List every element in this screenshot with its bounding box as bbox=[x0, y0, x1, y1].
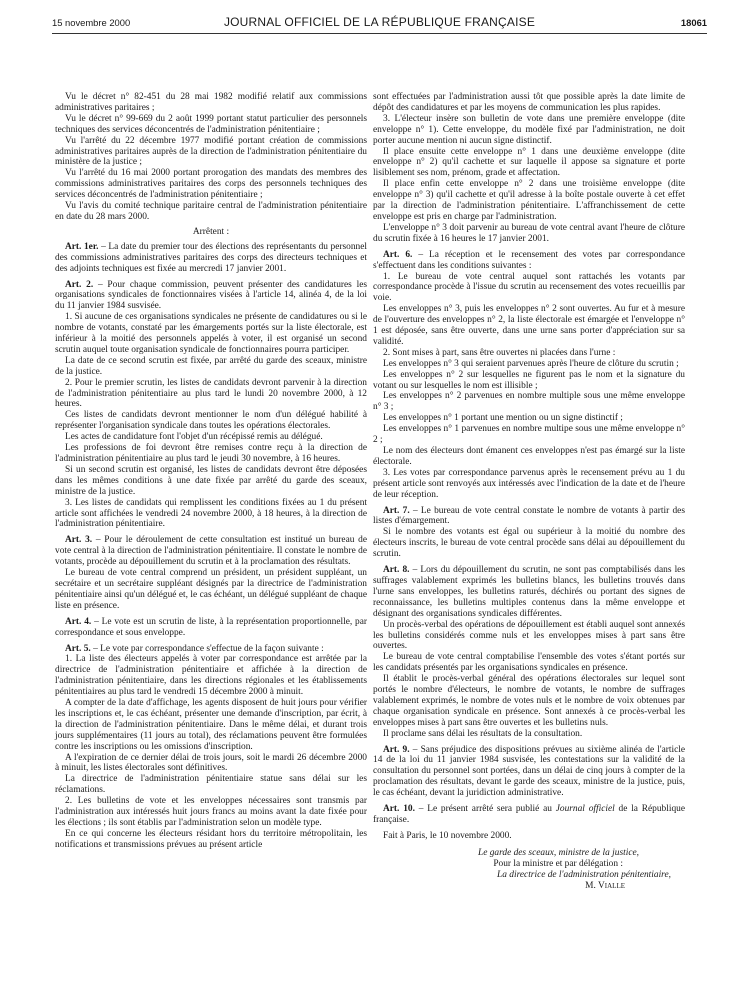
paragraph bbox=[55, 654, 367, 698]
paragraph-text: Le bureau de vote central comptabilise l'ensemble des votes s'étant portés sur les candidats présentés par les organisations syndicales en présence. bbox=[373, 652, 685, 674]
paragraph-text: La date de ce second scrutin est fixée, par arrêté du garde des sceaux, ministre de la justice. bbox=[55, 355, 367, 377]
paragraph-text: de la République française. bbox=[373, 804, 685, 825]
paragraph-text: Le bureau de vote central comprend un président, un président suppléant, un secrétaire et un secrétaire suppléant désignés par la directrice de l'administration pénitentiaire ainsi qu'un délégué et, le cas échéant, un délégué suppléant de chaque liste en présence. bbox=[55, 568, 367, 611]
paragraph bbox=[373, 413, 685, 424]
paragraph bbox=[55, 378, 367, 411]
paragraph-text: Si un second scrutin est organisé, les listes de candidats devront être déposées dans les mêmes conditions à une date fixée par arrêté du garde des sceaux, ministre de la justice. bbox=[55, 464, 367, 497]
article-number: Art. 6. bbox=[383, 249, 413, 260]
paragraph bbox=[55, 443, 367, 465]
paragraph bbox=[373, 652, 685, 674]
paragraph-text: Les enveloppes n° 2 parvenues en nombre multiple sous une même enveloppe n° 3 ; bbox=[373, 391, 685, 413]
paragraph-text: Vu le décret n° 82-451 du 28 mai 1982 modifié relatif aux commissions administratives paritaires ; bbox=[55, 92, 367, 113]
paragraph bbox=[373, 620, 685, 653]
paragraph-text: Les enveloppes n° 1 portant une mention ou un signe distinctif ; bbox=[383, 413, 623, 424]
paragraph bbox=[373, 527, 685, 560]
paragraph bbox=[373, 391, 685, 413]
article-paragraph bbox=[55, 617, 367, 639]
paragraph-text: Vu l'avis du comité technique paritaire central de l'administration pénitentiaire en date du 28 mars 2000. bbox=[55, 201, 367, 222]
paragraph bbox=[373, 831, 685, 842]
paragraph bbox=[55, 114, 367, 136]
paragraph bbox=[373, 674, 685, 729]
paragraph-text: 3. L'électeur insère son bulletin de vote dans une première enveloppe (dite enveloppe n° 1). Cette enveloppe, du modèle fixé par l'administration, ne doit porter aucune mention ni aucun signe distinctif. bbox=[373, 113, 685, 146]
paragraph-text: Ces listes de candidats devront mentionner le nom d'un délégué habilité à représenter l'organisation syndicale dans toutes les opérations électorales. bbox=[55, 410, 367, 432]
paragraph-text: En ce qui concerne les électeurs résidant hors du territoire métropolitain, les notifications et transmissions prévues au présent article bbox=[55, 828, 367, 850]
left-column bbox=[55, 92, 367, 851]
paragraph-text: Il place ensuite cette enveloppe n° 1 dans une deuxième enveloppe (dite enveloppe n° 2) qu'il cachette et sur laquelle il appose sa signature et porte lisiblement ses nom, prénom, grade et affectation. bbox=[373, 146, 685, 179]
paragraph bbox=[55, 227, 367, 238]
paragraph-text: Les actes de candidature font l'objet d'un récépissé remis au délégué. bbox=[65, 432, 323, 443]
paragraph-text: La directrice de l'administration pénitentiaire statue sans délai sur les réclamations. bbox=[55, 774, 367, 796]
paragraph bbox=[55, 498, 367, 531]
paragraph-text: – Le présent arrêté sera publié au bbox=[414, 804, 556, 815]
paragraph bbox=[373, 272, 685, 305]
paragraph-text: 2. Sont mises à part, sans être ouvertes ni placées dans l'urne : bbox=[383, 347, 616, 358]
paragraph-text: Le nom des électeurs dont émanent ces enveloppes n'est pas émargé sur la liste électorale. bbox=[373, 446, 685, 467]
paragraph-text: 2. Les bulletins de vote et les enveloppes nécessaires sont transmis par l'administration aux intéressés huit jours francs au moins avant la date fixée pour les élections ; ils sont établis par l'administration selon un modèle type. bbox=[55, 796, 367, 828]
paragraph bbox=[373, 468, 685, 501]
paragraph bbox=[55, 698, 367, 753]
paragraph bbox=[55, 774, 367, 796]
article-number: Art. 9. bbox=[383, 744, 410, 755]
article-paragraph bbox=[55, 535, 367, 568]
paragraph-text: A compter de la date d'affichage, les agents disposent de huit jours pour vérifier les inscriptions et, le cas échéant, présenter une demande d'inscription, par écrit, à la direction de l'administration pénitentiaire. Dans le même délai, et durant trois jours supplémentaires (11 jours au total), des réclamations peuvent être formulées contre les inscriptions ou les omissions d'inscription. bbox=[55, 698, 367, 752]
article-paragraph bbox=[55, 644, 367, 655]
italic-text: Journal officiel bbox=[555, 804, 615, 815]
paragraph-text: Il proclame sans délai les résultats de la consultation. bbox=[383, 728, 583, 739]
paragraph-text: 1. La liste des électeurs appelés à voter par correspondance est arrêtée par la directrice de l'administration pénitentiaire et affichée à la direction de l'administration pénitentiaire, dans les directions régionales et les établissements pénitentiaires au plus tard le vendredi 15 décembre 2000 à minuit. bbox=[55, 654, 367, 698]
paragraph-text: Il place enfin cette enveloppe n° 2 dans une troisième enveloppe (dite enveloppe n° 3) qu'il cachette et qu'il adresse à la boîte postale ouverte à cet effet par la direction de l'administration pénitentiaire. L'affranchissement de cette enveloppe est pris en charge par l'administration. bbox=[373, 179, 685, 222]
article-paragraph bbox=[373, 506, 685, 528]
article-paragraph bbox=[373, 250, 685, 272]
paragraph-text: 2. Pour le premier scrutin, les listes de candidats devront parvenir à la direction de l'administration pénitentiaire au plus tard le lundi 20 novembre 2000, à 12 heures. bbox=[55, 377, 367, 410]
paragraph-text: 1. Le bureau de vote central auquel sont rattachés les votants par correspondance procède à l'issue du scrutin au recensement des votes recueillis par voie. bbox=[373, 271, 685, 304]
paragraph-text: – Lors du dépouillement du scrutin, ne sont pas comptabilisés dans les suffrages valablement exprimés les bulletins blancs, les bulletins trouvés dans l'urne sans enveloppes, les bulletins raturés, déchirés ou portant des signes de reconnaissance, les bulletins multiples contenus dans la même enveloppe et désignant des organisations syndicales différentes. bbox=[373, 565, 685, 619]
paragraph-text: Vu le décret n° 99-669 du 2 août 1999 portant statut particulier des personnels techniques des services déconcentrés de l'administration pénitentiaire ; bbox=[55, 113, 367, 135]
paragraph bbox=[55, 168, 367, 201]
paragraph bbox=[373, 223, 685, 245]
paragraph bbox=[373, 370, 685, 392]
paragraph bbox=[373, 348, 685, 359]
paragraph-text: Les enveloppes n° 2 sur lesquelles ne figurent pas le nom et la signature du votant ou sur lesquelles le nom est illisible ; bbox=[373, 369, 685, 391]
paragraph-text: – Le vote par correspondance s'effectue de la façon suivante : bbox=[90, 643, 324, 654]
article-number: Art. 1er. bbox=[65, 241, 99, 252]
paragraph-text: A l'expiration de ce dernier délai de trois jours, soit le mardi 26 décembre 2000 à minuit, les listes électorales sont définitives. bbox=[55, 752, 367, 774]
paragraph bbox=[373, 424, 685, 446]
paragraph-text: Les enveloppes n° 1 parvenues en nombre multipe sous une même enveloppe n° 2 ; bbox=[373, 424, 685, 446]
right-column bbox=[373, 92, 685, 891]
signature-block bbox=[373, 848, 685, 892]
paragraph-text: Arrêtent : bbox=[192, 226, 230, 237]
paragraph-text: sont effectuées par l'administration aussi tôt que possible après la date limite de dépôt des candidatures et par les moyens de communication les plus rapides. bbox=[373, 92, 685, 113]
signature-line-1: Le garde des sceaux, ministre de la justice, bbox=[478, 847, 639, 858]
paragraph bbox=[373, 92, 685, 114]
paragraph bbox=[55, 568, 367, 612]
paragraph bbox=[373, 729, 685, 740]
paragraph bbox=[55, 796, 367, 829]
paragraph-text: Il établit le procès-verbal général des opérations électorales sur lequel sont portés le nombre d'électeurs, le nombre de votants, le nombre de suffrages valablement exprimés, le nombre de votes nuls et le nombre de voix obtenues par chaque organisation syndicale en présence. Sont annexés à ce procès-verbal les enveloppes mises à part sans être ouvertes et les bulletins nuls. bbox=[373, 674, 685, 728]
article-number: Art. 7. bbox=[383, 505, 410, 516]
paragraph bbox=[55, 356, 367, 378]
paragraph-text: Un procès-verbal des opérations de dépouillement est établi auquel sont annexés les bulletins considérés comme nuls et les enveloppes mises à part sans être ouvertes. bbox=[373, 619, 685, 652]
paragraph-text: – Pour chaque commission, peuvent présenter des candidatures les organisations syndicales de fonctionnaires visées à l'article 14, alinéa 4, de la loi du 11 janvier 1984 susvisée. bbox=[55, 279, 367, 312]
paragraph bbox=[373, 147, 685, 180]
paragraph-text: – Sans préjudice des dispositions prévues au sixième alinéa de l'article 14 de la loi du 11 janvier 1984 susvisée, les contestations sur la validité de la consultation du personnel sont portées, dans un délai de cinq jours à compter de la proclamation des résultats, devant le garde des sceaux, ministre de la justice, puis, le cas échéant, devant la juridiction administrative. bbox=[373, 744, 685, 799]
paragraph bbox=[55, 410, 367, 432]
paragraph-text: – Pour le déroulement de cette consultation est institué un bureau de vote central à la direction de l'administration pénitentiaire. Il constate le nombre de votants, procède au dépouillement du scrutin et à la proclamation des résultats. bbox=[55, 535, 367, 568]
article-paragraph bbox=[373, 804, 685, 826]
paragraph bbox=[373, 114, 685, 147]
paragraph-text: L'enveloppe n° 3 doit parvenir au bureau de vote central avant l'heure de clôture du scrutin fixée à 16 heures le 17 janvier 2001. bbox=[373, 222, 685, 244]
paragraph bbox=[373, 359, 685, 370]
paragraph-text: 3. Les votes par correspondance parvenus après le recensement prévu au 1 du présent article sont renvoyés aux intéressés avec l'indication de la date et de l'heure de leur réception. bbox=[373, 467, 685, 500]
article-number: Art. 10. bbox=[383, 804, 415, 815]
paragraph bbox=[55, 753, 367, 775]
paragraph-text: – Le vote est un scrutin de liste, à la représentation proportionnelle, par correspondance et sous enveloppe. bbox=[55, 616, 367, 638]
article-number: Art. 3. bbox=[65, 535, 93, 546]
paragraph-text: Les enveloppes n° 3 qui seraient parvenues après l'heure de clôture du scrutin ; bbox=[383, 358, 679, 369]
journal-title: JOURNAL OFFICIEL DE LA RÉPUBLIQUE FRANÇAISE bbox=[223, 15, 536, 29]
page-header bbox=[52, 15, 707, 31]
article-paragraph bbox=[55, 280, 367, 313]
paragraph-text: Si le nombre des votants est égal ou supérieur à la moitié du nombre des électeurs inscrits, le bureau de vote central procède sans délai au dépouillement du scrutin. bbox=[373, 527, 685, 560]
paragraph bbox=[55, 465, 367, 498]
paragraph-text: – La date du premier tour des élections des représentants du personnel des commissions administratives paritaires des corps des directeurs techniques et des adjoints techniques est fixée au mercredi 17 janvier 2001. bbox=[55, 241, 367, 274]
article-paragraph bbox=[55, 242, 367, 275]
paragraph bbox=[373, 304, 685, 348]
paragraph-text: 1. Si aucune de ces organisations syndicales ne présente de candidatures ou si le nombre de votants, constaté par les émargements portés sur la liste électorale, est inférieur à la moitié des personnels appelés à voter, il est organisé un second scrutin auquel toute organisation syndicale de fonctionnaires pourra participer. bbox=[55, 312, 367, 355]
header-date: 15 novembre 2000 bbox=[52, 17, 131, 28]
paragraph bbox=[55, 312, 367, 356]
signature-name: M. Vialle bbox=[585, 880, 625, 891]
paragraph-text: – La réception et le recensement des votes par correspondance s'effectuent dans les conditions suivantes : bbox=[373, 249, 685, 271]
paragraph-text: 3. Les listes de candidats qui remplissent les conditions fixées au 1 du présent article sont affichées le vendredi 24 novembre 2000, à 18 heures, à la direction de l'administration pénitentiaire. bbox=[55, 497, 367, 530]
paragraph-text: Les enveloppes n° 3, puis les enveloppes n° 2 sont ouvertes. Au fur et à mesure de l'ouverture des enveloppes n° 2, la liste électorale est émargée et l'enveloppe n° 1 est déposée, sans être ouverte, dans une urne sans porter d'appréciation sur sa validité. bbox=[373, 304, 685, 347]
article-number: Art. 4. bbox=[65, 616, 92, 627]
paragraph-text: Fait à Paris, le 10 novembre 2000. bbox=[383, 830, 512, 841]
paragraph-text: Vu l'arrêté du 16 mai 2000 portant prorogation des mandats des membres des commissions administratives paritaires des corps des personnels techniques des services déconcentrés de l'administration pénitentiaire ; bbox=[55, 168, 367, 201]
paragraph bbox=[55, 136, 367, 169]
signature-line-2: Pour la ministre et par délégation : bbox=[493, 858, 623, 869]
article-number: Art. 2. bbox=[65, 279, 94, 290]
paragraph bbox=[55, 201, 367, 223]
paragraph bbox=[55, 432, 367, 443]
paragraph-text: Les professions de foi devront être remises contre reçu à la direction de l'administration pénitentiaire au plus tard le jeudi 30 novembre, à 16 heures. bbox=[55, 443, 367, 464]
paragraph bbox=[373, 446, 685, 468]
signature-line-3: La directrice de l'administration pénitentiaire, bbox=[497, 869, 671, 880]
paragraph-text: Vu l'arrêté du 22 décembre 1977 modifié portant création de commissions administratives paritaires auprès de la direction de l'administration pénitentiaire du ministère de la justice ; bbox=[55, 135, 367, 168]
paragraph bbox=[55, 829, 367, 851]
article-number: Art. 8. bbox=[383, 565, 410, 576]
paragraph-text: – Le bureau de vote central constate le nombre de votants à partir des listes d'émargement. bbox=[373, 505, 685, 527]
paragraph bbox=[373, 179, 685, 223]
article-number: Art. 5. bbox=[65, 643, 91, 654]
article-paragraph bbox=[373, 745, 685, 800]
article-paragraph bbox=[373, 565, 685, 620]
paragraph bbox=[55, 92, 367, 114]
page-number: 18061 bbox=[680, 17, 707, 28]
header-rule bbox=[52, 33, 707, 34]
